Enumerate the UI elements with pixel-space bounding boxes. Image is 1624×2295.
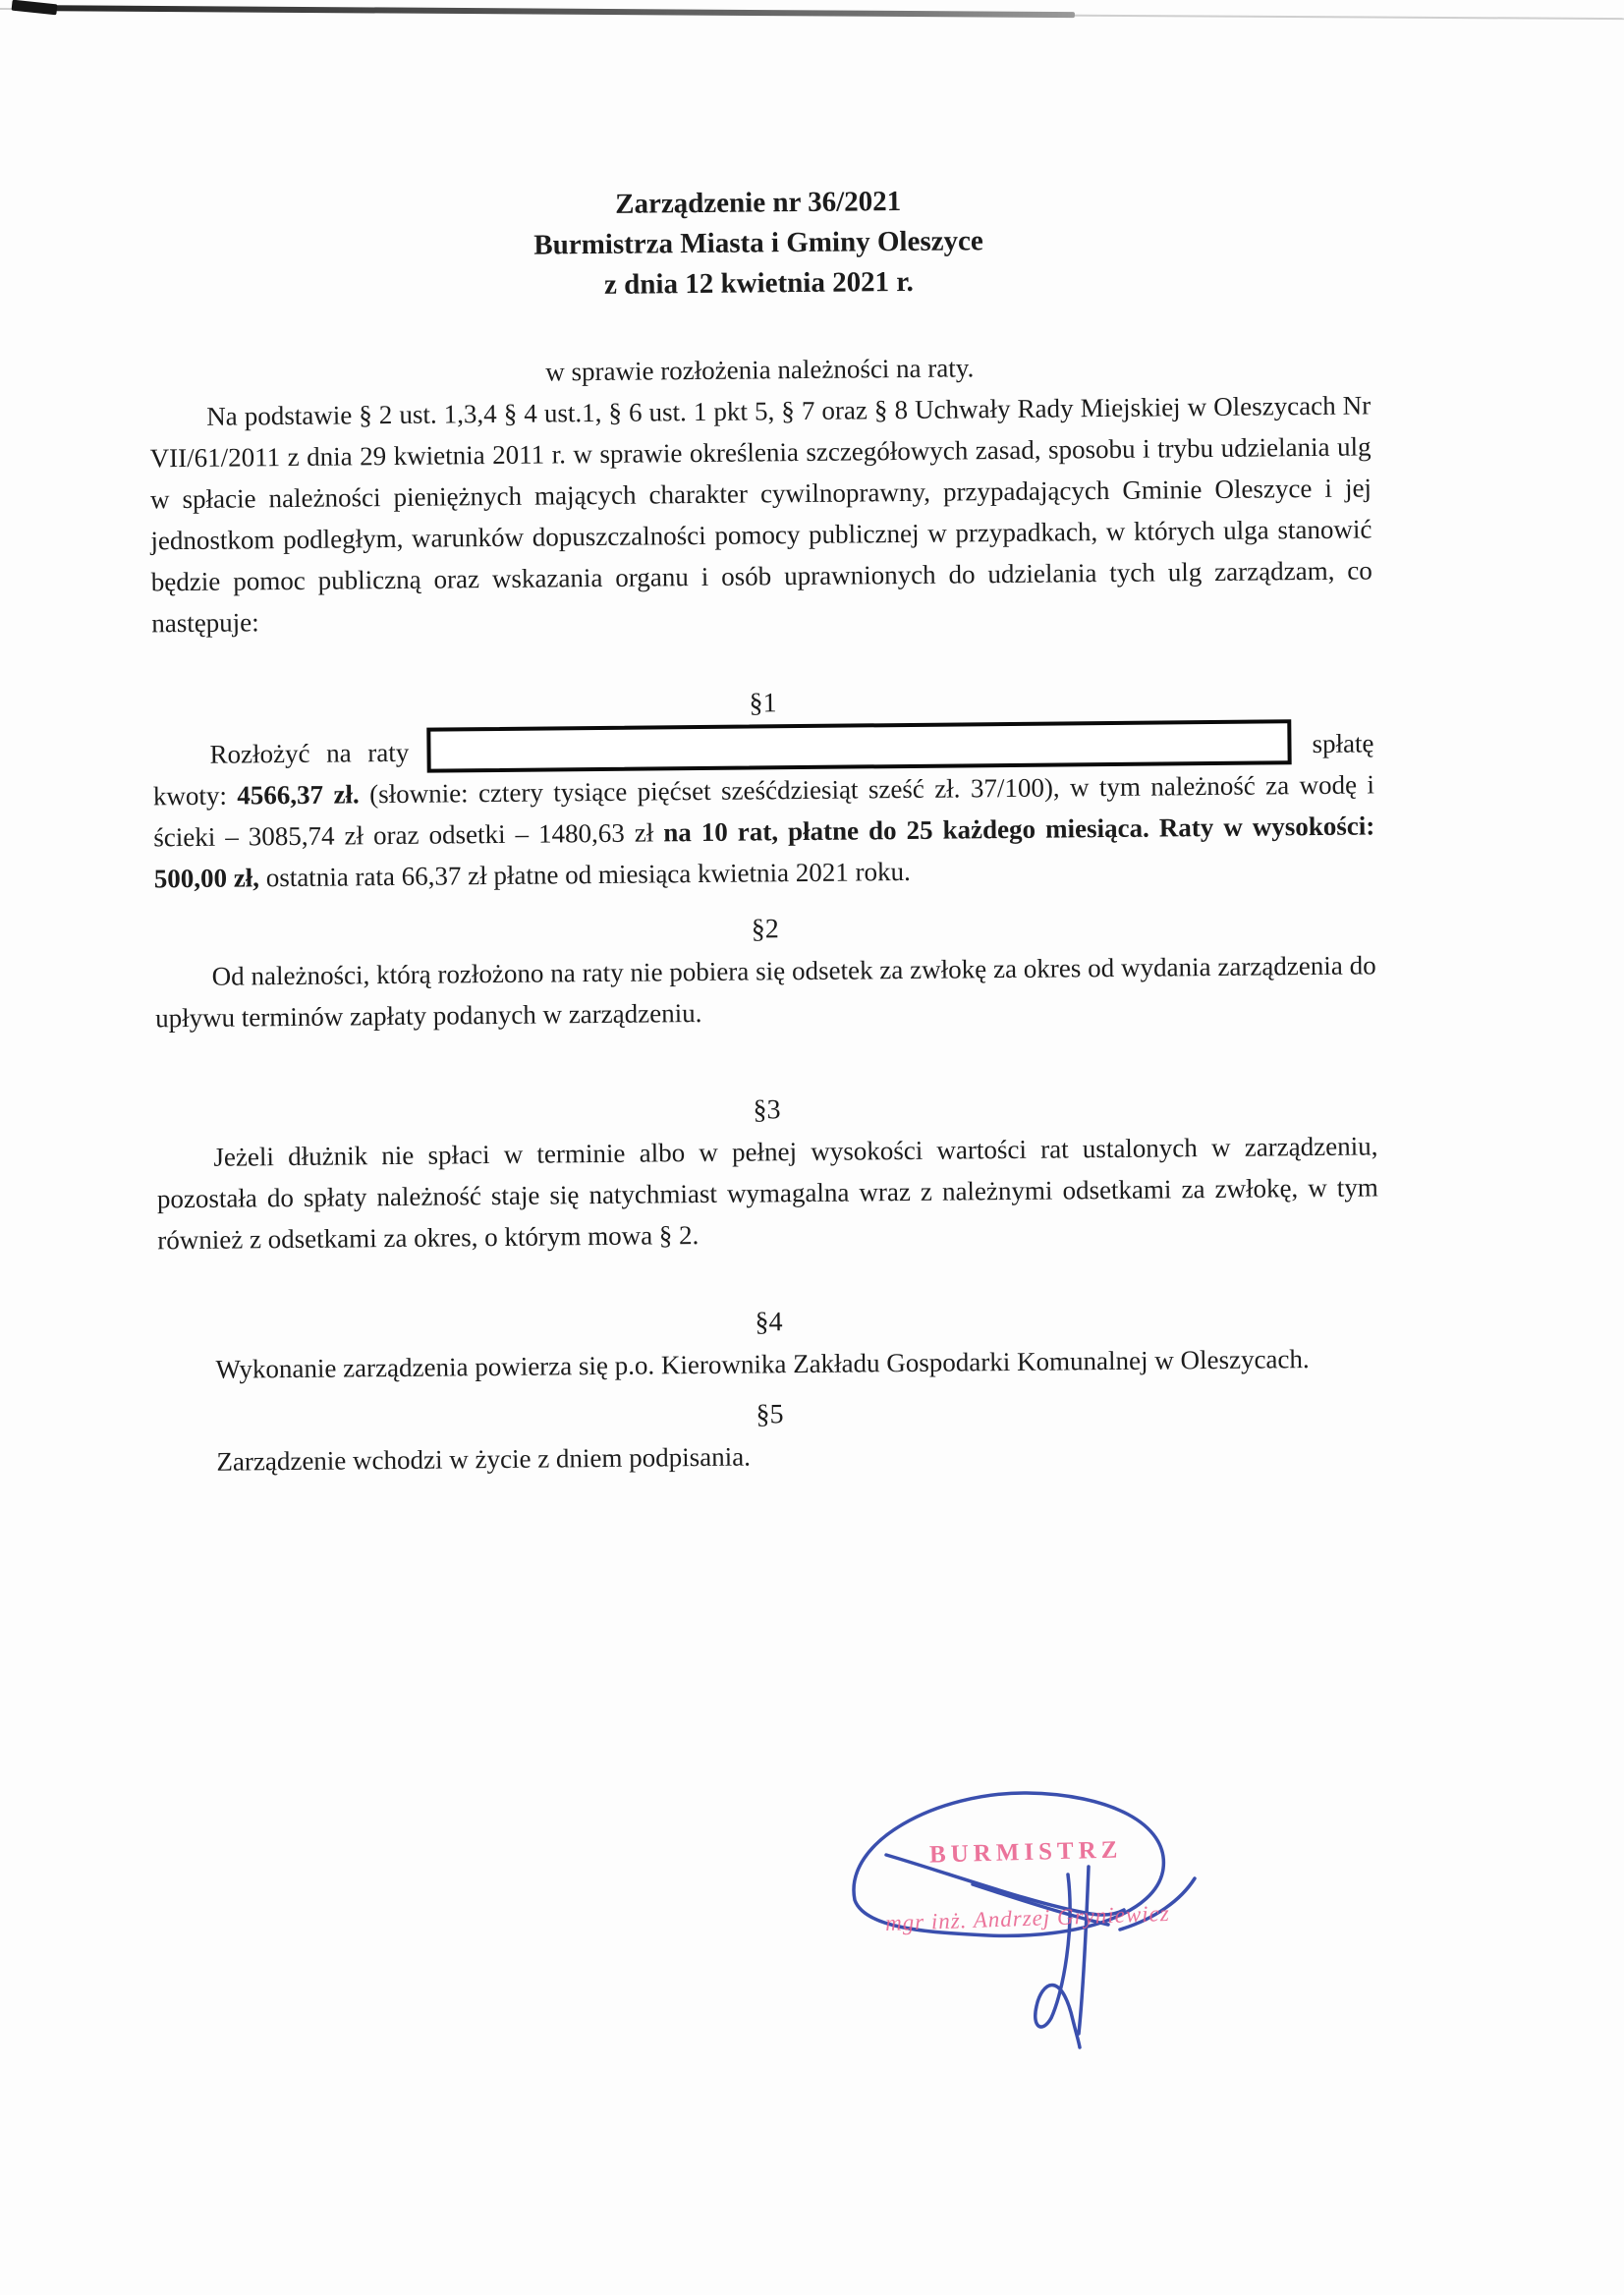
section-4-mark: §4	[755, 1307, 783, 1338]
text-run: Rozłożyć na raty	[209, 737, 426, 769]
title-line-1: Zarządzenie nr 36/2021	[614, 186, 902, 220]
text-run: na 10 rat, płatne do 25 każdego miesiąca. Raty w wysokości: 500,00 zł,	[153, 811, 1375, 894]
section-1-paragraph	[152, 718, 1375, 899]
text-run: Zarządzenie wchodzi w życie z dniem podpisania.	[216, 1441, 752, 1477]
text-run: 4566,37 zł.	[237, 779, 360, 811]
stamp-signatory-name: mgr inż. Andrzej Gryniewicz	[884, 1900, 1171, 1936]
document-title	[147, 177, 1370, 309]
scan-edge-streak	[14, 5, 1075, 18]
text-run: Od należności, którą rozłożono na raty nie pobiera się odsetek za zwłokę za okres od wydania zarządzenia do upływu terminów zapłaty podanych w zarządzeniu.	[154, 950, 1376, 1034]
text-run: (słownie: cztery tysiące pięćset sześćdziesiąt sześć zł. 37/100), w tym należność za wodę i ścieki – 3085,74 zł oraz odsetki – 1480,63 zł	[153, 769, 1375, 853]
document-content	[147, 177, 1381, 1483]
title-line-3: z dnia 12 kwietnia 2021 r.	[603, 265, 914, 301]
text-run: Jeżeli dłużnik nie spłaci w terminie albo w pełnej wysokości wartości rat ustalonych w zarządzeniu, pozostała do spłaty należność staje się natychmiast wymagalna wraz z należnymi odsetkami za zwłokę, w tym również z odsetkami za okres, o którym mowa § 2.	[156, 1131, 1378, 1256]
section-1-mark: §1	[749, 688, 777, 719]
scan-corner-mark	[12, 0, 58, 15]
text-run: ostatnia rata 66,37 zł płatne od miesiąca kwietnia 2021 roku.	[258, 856, 911, 893]
text-run: spłatę kwoty:	[152, 728, 1374, 812]
section-5-mark: §5	[756, 1399, 784, 1430]
section-3-paragraph	[156, 1125, 1378, 1260]
text-run: Wykonanie zarządzenia powierza się p.o. Kierownika Zakładu Gospodarki Komunalnej w Oleszycach.	[215, 1344, 1310, 1384]
title-line-2: Burmistrza Miasta i Gminy Oleszyce	[533, 225, 983, 261]
document-subject: w sprawie rozłożenia należności na raty.	[545, 353, 975, 387]
redaction-box	[427, 719, 1292, 772]
stamp-title: BURMISTRZ	[928, 1836, 1123, 1869]
section-3-mark: §3	[753, 1094, 781, 1126]
section-2-paragraph	[154, 944, 1376, 1038]
section-2-mark: §2	[751, 914, 779, 945]
preamble-paragraph: Na podstawie § 2 ust. 1,3,4 § 4 ust.1, § 6 ust. 1 pkt 5, § 7 oraz § 8 Uchwały Rady Miejskiej w Oleszycach Nr VII/61/2011 z dnia 29 kwietnia 2011 r. w sprawie określenia szczegółowych zasad, sposobu i trybu udzielania ulg w spłacie należności pieniężnych mających charakter cywilnoprawny, przypadających Gminie Oleszyce i jej jednostkom podległym, warunków dopuszczalności pomocy publicznej w przypadkach, w których ulga stanowić będzie pomoc publiczną oraz wskazania organu i osób uprawnionych do udzielania tych ulg zarządzam, co następuje:	[149, 390, 1372, 639]
